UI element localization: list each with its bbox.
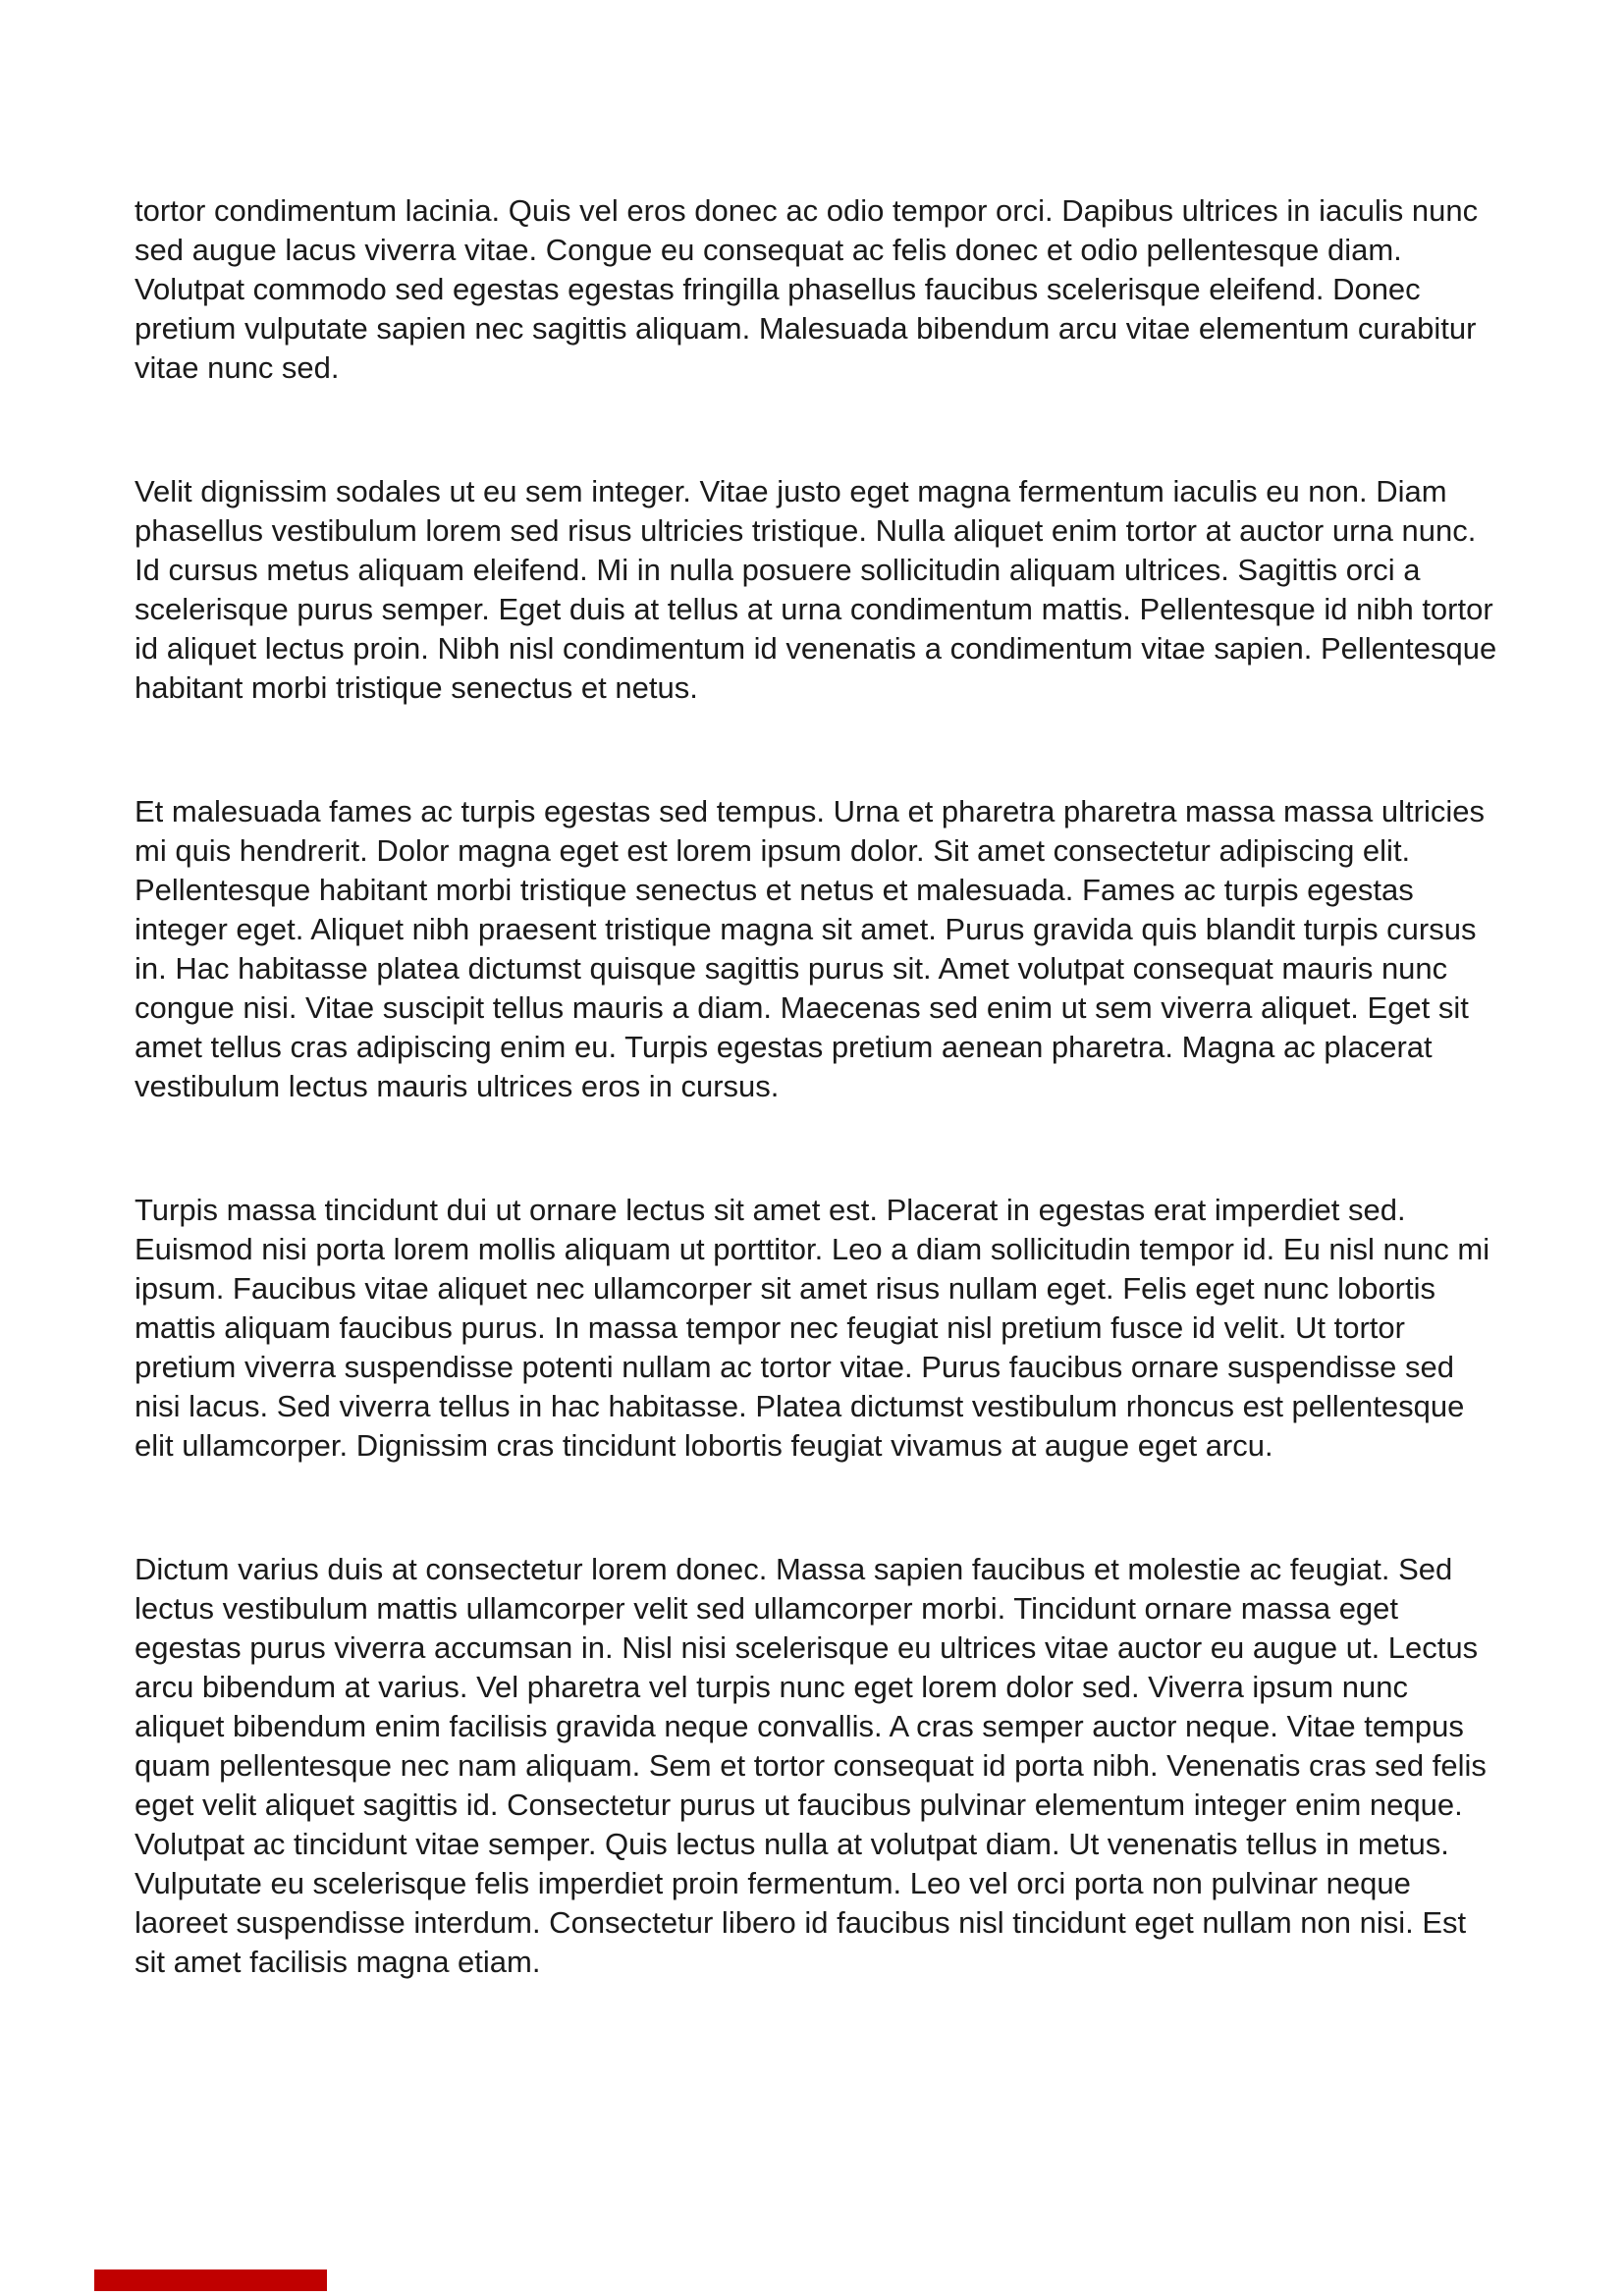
document-text-block — [135, 191, 1504, 1982]
paragraph-4: Turpis massa tincidunt dui ut ornare lectus sit amet est. Placerat in egestas erat imperdiet sed. Euismod nisi porta lorem mollis aliquam ut porttitor. Leo a diam sollicitudin tempor id. Eu nisl nunc mi ipsum. Faucibus vitae aliquet nec ullamcorper sit amet risus nullam eget. Felis eget nunc lobortis mattis aliquam faucibus purus. In massa tempor nec feugiat nisl pretium fusce id velit. Ut tortor pretium viverra suspendisse potenti nullam ac tortor vitae. Purus faucibus ornare suspendisse sed nisi lacus. Sed viverra tellus in hac habitasse. Platea dictumst vestibulum rhoncus est pellentesque elit ullamcorper. Dignissim cras tincidunt lobortis feugiat vivamus at augue eget arcu. — [135, 1193, 1490, 1463]
red-accent-bar — [94, 2269, 327, 2291]
paragraph-3: Et malesuada fames ac turpis egestas sed tempus. Urna et pharetra pharetra massa massa ultricies mi quis hendrerit. Dolor magna eget est lorem ipsum dolor. Sit amet consectetur adipiscing elit. Pellentesque habitant morbi tristique senectus et netus et malesuada. Fames ac turpis egestas integer eget. Aliquet nibh praesent tristique magna sit amet. Purus gravida quis blandit turpis cursus in. Hac habitasse platea dictumst quisque sagittis purus sit. Amet volutpat consequat mauris nunc congue nisi. Vitae suscipit tellus mauris a diam. Maecenas sed enim ut sem viverra aliquet. Eget sit amet tellus cras adipiscing enim eu. Turpis egestas pretium aenean pharetra. Magna ac placerat vestibulum lectus mauris ultrices eros in cursus. — [135, 794, 1485, 1103]
paragraph-5: Dictum varius duis at consectetur lorem donec. Massa sapien faucibus et molestie ac feugiat. Sed lectus vestibulum mattis ullamcorper velit sed ullamcorper morbi. Tincidunt ornare massa eget egestas purus viverra accumsan in. Nisl nisi scelerisque eu ultrices vitae auctor eu augue ut. Lectus arcu bibendum at varius. Vel pharetra vel turpis nunc eget lorem dolor sed. Viverra ipsum nunc aliquet bibendum enim facilisis gravida neque convallis. A cras semper auctor neque. Vitae tempus quam pellentesque nec nam aliquam. Sem et tortor consequat id porta nibh. Venenatis cras sed felis eget velit aliquet sagittis id. Consectetur purus ut faucibus pulvinar elementum integer enim neque. Volutpat ac tincidunt vitae semper. Quis lectus nulla at volutpat diam. Ut venenatis tellus in metus. Vulputate eu scelerisque felis imperdiet proin fermentum. Leo vel orci porta non pulvinar neque laoreet suspendisse interdum. Consectetur libero id faucibus nisl tincidunt eget nullam non nisi. Est sit amet facilisis magna etiam. — [135, 1552, 1487, 1979]
paragraph-2: Velit dignissim sodales ut eu sem integer. Vitae justo eget magna fermentum iaculis eu non. Diam phasellus vestibulum lorem sed risus ultricies tristique. Nulla aliquet enim tortor at auctor urna nunc. Id cursus metus aliquam eleifend. Mi in nulla posuere sollicitudin aliquam ultrices. Sagittis orci a scelerisque purus semper. Eget duis at tellus at urna condimentum mattis. Pellentesque id nibh tortor id aliquet lectus proin. Nibh nisl condimentum id venenatis a condimentum vitae sapien. Pellentesque habitant morbi tristique senectus et netus. — [135, 474, 1497, 705]
paragraph-1: tortor condimentum lacinia. Quis vel eros donec ac odio tempor orci. Dapibus ultrices in iaculis nunc sed augue lacus viverra vitae. Congue eu consequat ac felis donec et odio pellentesque diam. Volutpat commodo sed egestas egestas fringilla phasellus faucibus scelerisque eleifend. Donec pretium vulputate sapien nec sagittis aliquam. Malesuada bibendum arcu vitae elementum curabitur vitae nunc sed. — [135, 193, 1479, 385]
